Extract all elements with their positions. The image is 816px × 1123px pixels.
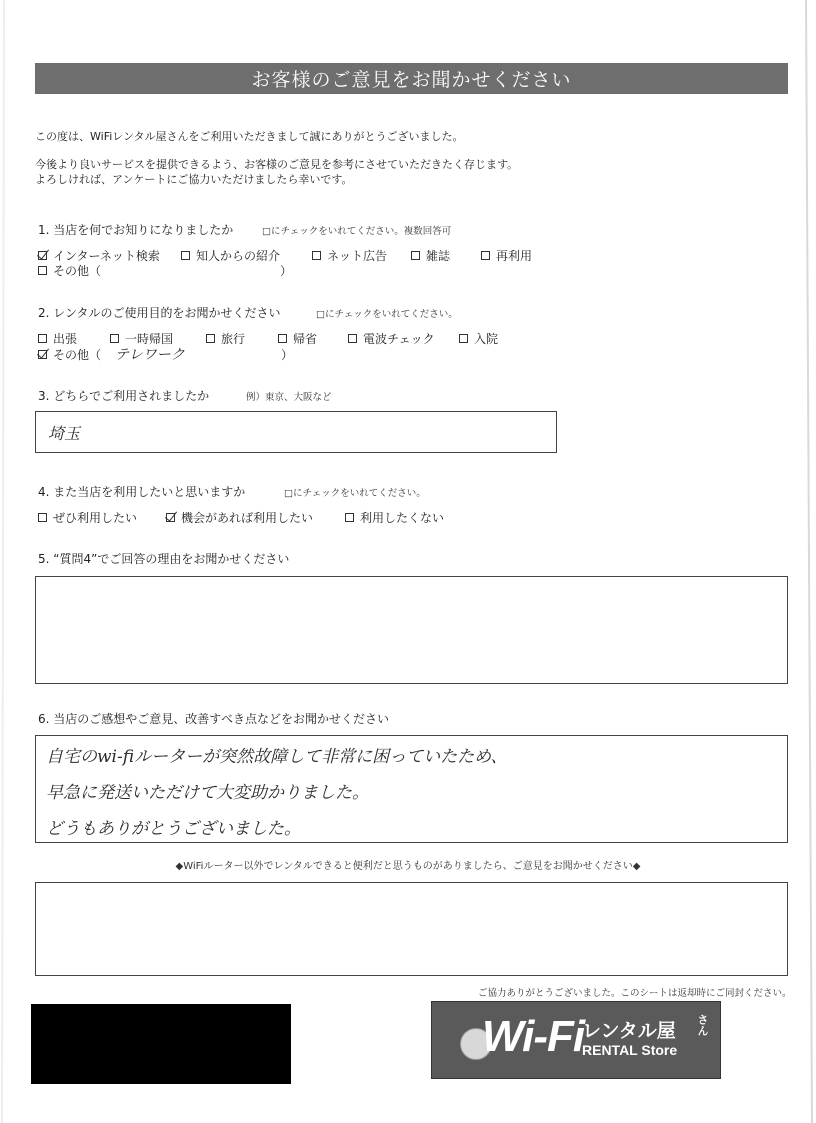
checkbox-icon[interactable] bbox=[38, 334, 47, 343]
checkbox-icon[interactable] bbox=[181, 251, 190, 260]
footer-note: ご協力ありがとうございました。このシートは返却時にご同封ください。 bbox=[478, 988, 792, 999]
q3-note: 例）東京、大阪など bbox=[246, 392, 332, 403]
q6-handwritten-line-3: どうもありがとうございました。 bbox=[46, 819, 301, 839]
q3-label: 3. どちらでご利用されましたか bbox=[38, 389, 210, 403]
q6-answer-box[interactable] bbox=[35, 735, 788, 843]
survey-title: お客様のご意見をお聞かせください bbox=[251, 69, 572, 91]
q1-other-close-paren: ） bbox=[280, 264, 293, 278]
checkbox-icon[interactable] bbox=[348, 334, 357, 343]
q1-option-reuse[interactable] bbox=[481, 247, 532, 264]
q1-option-label: インターネット検索 bbox=[53, 249, 160, 263]
checkbox-icon[interactable] bbox=[411, 251, 420, 260]
checkbox-icon[interactable] bbox=[459, 334, 468, 343]
q5-label: 5. “質問4”でご回答の理由をお聞かせください bbox=[38, 552, 290, 566]
q4-label: 4. また当店を利用したいと思いますか bbox=[38, 485, 246, 499]
q2-label: 2. レンタルのご使用目的をお聞かせください bbox=[38, 306, 281, 320]
q1-option-label: 雑誌 bbox=[426, 249, 451, 263]
q6-label: 6. 当店のご感想やご意見、改善すべき点などをお聞かせください bbox=[38, 712, 390, 726]
q1-option-label: 再利用 bbox=[496, 249, 533, 263]
q4-option-label: 利用したくない bbox=[360, 511, 445, 525]
q2-option-label: 電波チェック bbox=[363, 332, 435, 346]
checkbox-icon[interactable] bbox=[481, 251, 490, 260]
q1-label: 1. 当店を何でお知りになりましたか bbox=[38, 223, 234, 237]
logo-wifi-text: Wi-Fi bbox=[482, 1012, 585, 1061]
q3-handwritten-answer: 埼玉 bbox=[48, 424, 81, 443]
q2-note: □にチェックをいれてください。 bbox=[316, 309, 458, 320]
q4-note: □にチェックをいれてください。 bbox=[284, 488, 426, 499]
q1-note: □にチェックをいれてください。複数回答可 bbox=[262, 226, 452, 237]
logo-san-text: さん bbox=[696, 1014, 709, 1036]
redacted-area bbox=[31, 1004, 291, 1084]
q2-option-homecoming[interactable] bbox=[278, 330, 317, 347]
q2-option-travel[interactable] bbox=[206, 330, 245, 347]
q1-option-other[interactable] bbox=[38, 262, 101, 279]
checkbox-icon[interactable] bbox=[345, 513, 354, 522]
q6-handwritten-line-1: 自宅のwi-fiルーターが突然故障して非常に困っていたため、 bbox=[46, 747, 508, 767]
q1-option-label: 知人からの紹介 bbox=[196, 249, 281, 263]
intro-line-2: 今後より良いサービスを提供できるよう、お客様のご意見を参考にさせていただきたく存じます。 bbox=[35, 158, 519, 171]
q4-option-label: 機会があれば利用したい bbox=[181, 511, 314, 525]
logo-english-text: RENTAL Store bbox=[582, 1042, 678, 1058]
intro-line-1: この度は、WiFiレンタル屋さんをご利用いただきまして誠にありがとうございました。 bbox=[35, 130, 464, 143]
q2-other-handwritten-answer: テレワーク bbox=[115, 347, 185, 363]
intro-line-3: よろしければ、アンケートにご協力いただけましたら幸いです。 bbox=[35, 173, 353, 186]
q1-option-referral[interactable] bbox=[181, 247, 280, 264]
q6-handwritten-line-2: 早急に発送いただけて大変助かりました。 bbox=[46, 783, 369, 803]
q3-answer-box[interactable] bbox=[35, 411, 557, 453]
q2-option-label: 出張 bbox=[53, 332, 78, 346]
checkbox-icon[interactable] bbox=[38, 251, 47, 260]
logo-japanese-text: レンタル屋 bbox=[582, 1020, 676, 1042]
q1-option-label: その他（ bbox=[53, 264, 102, 278]
checkbox-icon[interactable] bbox=[38, 350, 47, 359]
q7-label: ◆WiFiルーター以外でレンタルできると便利だと思うものがありましたら、ご意見をお聞かせください◆ bbox=[175, 861, 641, 872]
q2-option-label: 帰省 bbox=[293, 332, 318, 346]
survey-title-bar bbox=[35, 63, 788, 94]
checkbox-icon[interactable] bbox=[206, 334, 215, 343]
q2-option-label: その他（ bbox=[53, 348, 102, 362]
q2-option-label: 一時帰国 bbox=[125, 332, 174, 346]
checkbox-icon[interactable] bbox=[110, 334, 119, 343]
q2-option-other[interactable] bbox=[38, 346, 101, 363]
q2-other-close-paren: ） bbox=[281, 348, 294, 362]
q2-option-label: 旅行 bbox=[221, 332, 246, 346]
q1-option-label: ネット広告 bbox=[327, 249, 388, 263]
q2-option-label: 入院 bbox=[474, 332, 499, 346]
checkbox-icon[interactable] bbox=[38, 513, 47, 522]
q7-answer-box[interactable] bbox=[35, 882, 788, 976]
checkbox-icon[interactable] bbox=[166, 513, 175, 522]
q4-option-if-chance[interactable] bbox=[166, 509, 313, 526]
wifi-rental-store-logo bbox=[431, 1001, 721, 1079]
q4-option-label: ぜひ利用したい bbox=[53, 511, 138, 525]
q2-option-hospital[interactable] bbox=[459, 330, 498, 347]
checkbox-icon[interactable] bbox=[38, 266, 47, 275]
q2-option-signal-check[interactable] bbox=[348, 330, 435, 347]
q5-answer-box[interactable] bbox=[35, 576, 788, 684]
q4-option-definitely[interactable] bbox=[38, 509, 137, 526]
q4-option-no[interactable] bbox=[345, 509, 444, 526]
checkbox-icon[interactable] bbox=[312, 251, 321, 260]
q1-option-net-ad[interactable] bbox=[312, 247, 387, 264]
q1-option-magazine[interactable] bbox=[411, 247, 450, 264]
checkbox-icon[interactable] bbox=[278, 334, 287, 343]
